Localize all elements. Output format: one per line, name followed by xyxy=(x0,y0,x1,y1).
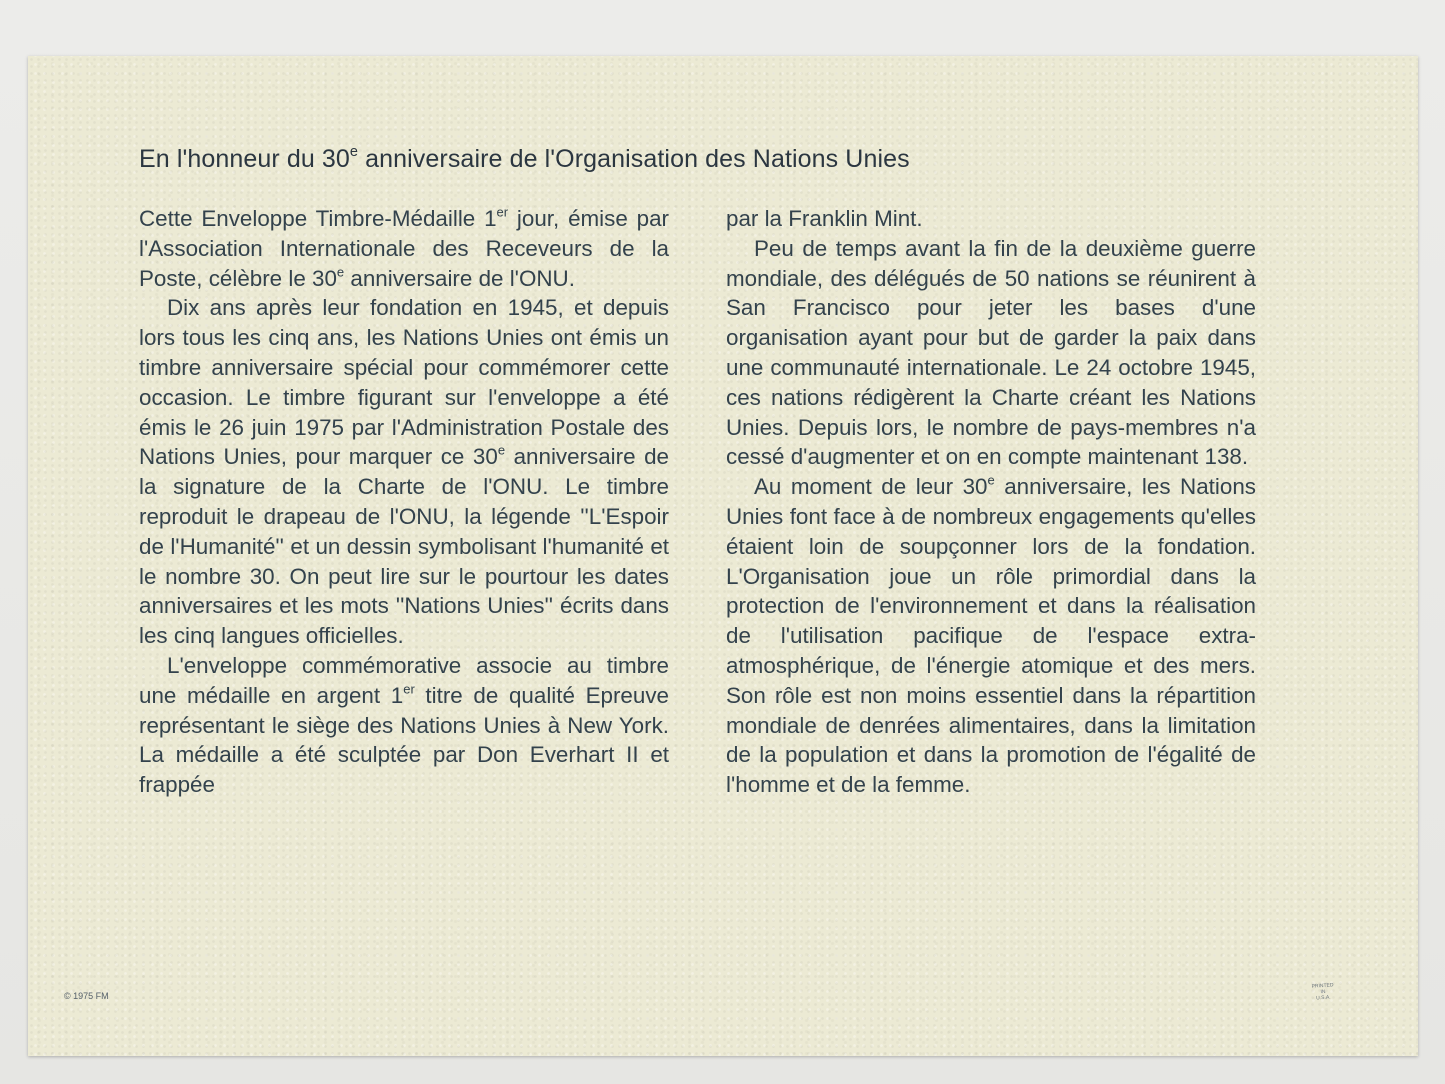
printed-in-usa-mark: PRINTED IN U.S.A. xyxy=(1311,982,1334,1002)
right-column xyxy=(726,204,1256,800)
right-paragraph-continuation: par la Franklin Mint. xyxy=(726,206,923,231)
title-text-end: anniversaire de l'Organisation des Nations Unies xyxy=(358,145,910,173)
left-paragraph-3: L'enveloppe commémorative associe au timbre une médaille en argent 1er titre de qualité Epreuve représentant le siège des Nations Unies à New York. La médaille a été sculptée par Don Everhart II et frappée xyxy=(139,652,669,798)
right-paragraph-1: Peu de temps avant la fin de la deuxième guerre mondiale, des délégués de 50 nations se réunirent à San Francisco pour jeter les bases d'une organisation ayant pour but de garder la paix dans une communauté internationale. Le 24 octobre 1945, ces nations rédigèrent la Charte créant les Nations Unies. Depuis lors, le nombre de pays-membres n'a cessé d'augmenter et on en compte maintenant 138. xyxy=(726,235,1256,470)
title-superscript: e xyxy=(349,144,359,161)
left-paragraph-2: Dix ans après leur fondation en 1945, et depuis lors tous les cinq ans, les Nations Unies ont émis un timbre anniversaire spécial pour commémorer cette occasion. Le timbre figurant sur l'enveloppe a été émis le 26 juin 1975 par l'Administration Postale des Nations Unies, pour marquer ce 30e anniversaire de la signature de la Charte de l'ONU. Le timbre reproduit le drapeau de l'ONU, la légende ''L'Espoir de l'Humanité'' et un dessin symbolisant l'humanité et le nombre 30. On peut lire sur le pourtour les dates anniversaires et les mots ''Nations Unies'' écrits dans les cinq langues officielles. xyxy=(139,295,669,649)
card-title xyxy=(139,145,910,174)
left-column xyxy=(139,204,669,800)
copyright-mark: © 1975 FM xyxy=(64,991,109,1001)
title-text-start: En l'honneur du 30 xyxy=(139,145,350,173)
right-paragraph-2: Au moment de leur 30e anniversaire, les Nations Unies font face à de nombreux engagements qu'elles étaient loin de soupçonner lors de la fondation. L'Organisation joue un rôle primordial dans la protection de l'environnement et dans la réalisation de l'utilisation pacifique de l'espace extra-atmosphérique, de l'énergie atomique et des mers. Son rôle est non moins essentiel dans la répartition mondiale de denrées alimentaires, dans la limitation de la population et dans la promotion de l'égalité de l'homme et de la femme. xyxy=(726,472,1256,798)
left-paragraph-1: Cette Enveloppe Timbre-Médaille 1er jour, émise par l'Association Internationale des Receveurs de la Poste, célèbre le 30e anniversaire de l'ONU. xyxy=(139,204,669,291)
